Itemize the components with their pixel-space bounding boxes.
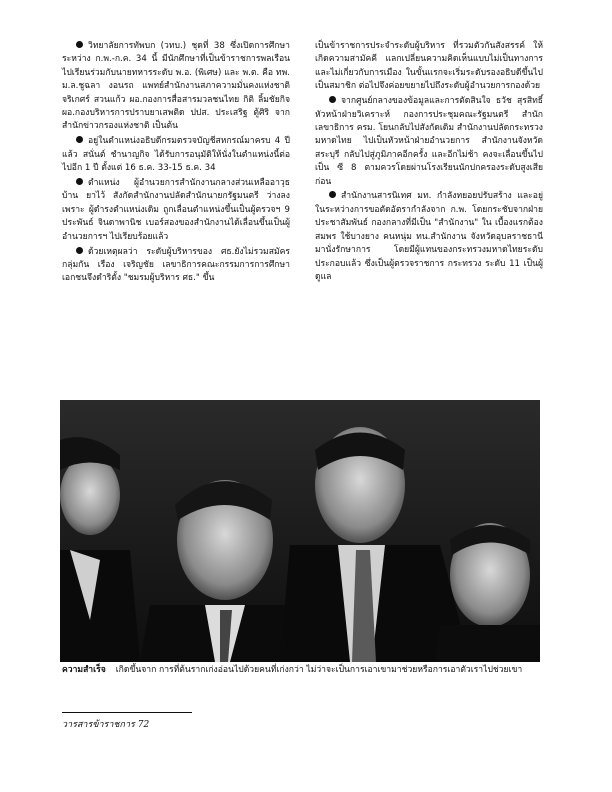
bullet-icon xyxy=(76,41,83,48)
bullet-icon xyxy=(76,178,83,185)
photo-caption xyxy=(62,664,542,677)
page-footer: วารสารข้าราชการ 72 xyxy=(62,720,150,730)
bullet-icon xyxy=(329,96,336,103)
paragraph-4: ด้วยเหตุผลว่า ระดับผู้บริหารของ ศธ.ยังไม่รวมสมัครกลุ่มกัน เรือง เจริญชัย เลขาธิการคณะกรรมการการศึกษาเอกชนจึงดำริตั้ง "ชมรมผู้บริหาร ศธ." ขึ้น xyxy=(62,246,290,284)
paragraph-6: สำนักงานสารนิเทศ มท. กำลังทยอยปรับสร้าง และอยู่ในระหว่างการขอตัดอัตรากำลังจาก ก.พ. โดยกระชับจากฝ่ายประชาสัมพันธ์ กองกลางที่มีเป็น "สำนักงาน" ใน เบื้องแรกต้อง สมพร ใช้บางยาง คนหนุ่ม ทน.สำนักงาน จังหวัดอุบลราชธานี มานั่งรักษาการ โดยมีผู้แทนของกระทรวงมหาดไทยระดับ ประกอบแล้ว ซึ่งเป็นผู้ตรวจราชการ กระทรวง ระดับ 11 เป็นผู้ดูแล xyxy=(315,191,543,282)
left-text-column xyxy=(62,40,290,287)
bullet-icon xyxy=(76,247,83,254)
footer-divider xyxy=(62,712,192,713)
group-photo xyxy=(60,400,540,662)
paragraph-3: ตำแหน่ง ผู้อำนวยการสำนักงานกลางส่วนเหลืออาวุธบ้าน ยาไว้ สังกัดสำนักงานปลัดสำนักนายกรัฐมนตรี ว่างลง เพราะ ผู้ดำรงตำแหน่งเดิม ถูกเลื่อนตำแหน่งขึ้นเป็นผู้ตรวจฯ 9 ประพันธ์ จินดาพานิช เบอร์สองของสำนักงานได้เลื่อนขึ้นเป็นผู้อำนวยการฯ ไปเรียบร้อยแล้ว xyxy=(62,178,290,242)
bullet-icon xyxy=(76,136,83,143)
paragraph-1: วิทยาลัยการทัพบก (วทบ.) ชุดที่ 38 ซึ่งเปิดการศึกษาระหว่าง ก.พ.-ก.ค. 34 นี้ มีนักศึกษาที่เป็นข้าราชการพลเรือนไปเรียนร่วมกับนายทหารระดับ พ.อ. (พิเศษ) และ พ.ต. คือ ทพ. ม.ล.ชูฉลา งอนรถ แพทย์สำนักงานสภาความมั่นคงแห่งชาติ จริเกศร์ สวนแก้ว ผอ.กองการสื่อสารมวลชนไทย กิติ ลิ้มชัยกิจ ผอ.กองบริหารการปราบยาเสพติด ปปส. ประเสริฐ ตู้ศิริ จากสำนักข่าวกรองแห่งชาติ เป็นต้น xyxy=(62,41,290,132)
caption-lead: ความสำเร็จ xyxy=(62,665,106,675)
right-text-column xyxy=(315,40,543,286)
caption-text: เกิดขึ้นจาก การที่ต้นรากเก่งอ่อนไปด้วยคนที่เก่งกว่า ไม่ว่าจะเป็นการเอาเขามาช่วยหรือการเอาตัวเราไปช่วยเขา xyxy=(115,665,523,675)
paragraph-5: จากศูนย์กลางของข้อมูลและการตัดสินใจ ธวัช สุรสิทธิ์ หัวหน้าฝ่ายวิเคราะห์ กองการประชุมคณะรัฐมนตรี สำนักเลขาธิการ ครม. โยนกลับไปสังกัดเดิม สำนักงานปลัดกระทรวงมหาดไทย ไปเป็นหัวหน้าฝ่ายอำนวยการ สำนักงานจังหวัดสระบุรี กลับไปสู่ภูมิภาคอีกครั้ง และอีกไม่ช้า คงจะเลื่อนขึ้นไปเป็น ซี 8 ตามควรโดยผ่านโรงเรียนนักปกครองระดับสูงเสียก่อน xyxy=(315,96,543,187)
paragraph-2: อยู่ในตำแหน่งอธิบดีกรมตรวจบัญชีสหกรณ์มาครบ 4 ปีแล้ว สนั่นต์ ชำนาญกิจ ได้รับการอนุมัติให้นั่งในตำแหน่งนี้ต่อไปอีก 1 ปี ตั้งแต่ 16 ธ.ค. 33-15 ธ.ค. 34 xyxy=(62,136,290,174)
paragraph-continued: เป็นข้าราชการประจำระดับผู้บริหาร ที่รวมตัวกันสังสรรค์ ให้เกิดความสามัคคี แลกเปลี่ยนความคิดเห็นแบบไม่เป็นทางการ และไม่เกี่ยวกับการเมือง ในขั้นแรกจะเริ่มระดับรองอธิบดีขึ้นไปเป็นสมาชิก ต่อไปจึงค่อยขยายไปถึงระดับผู้อำนวยการกองด้วย xyxy=(315,41,543,92)
bullet-icon xyxy=(329,191,336,198)
